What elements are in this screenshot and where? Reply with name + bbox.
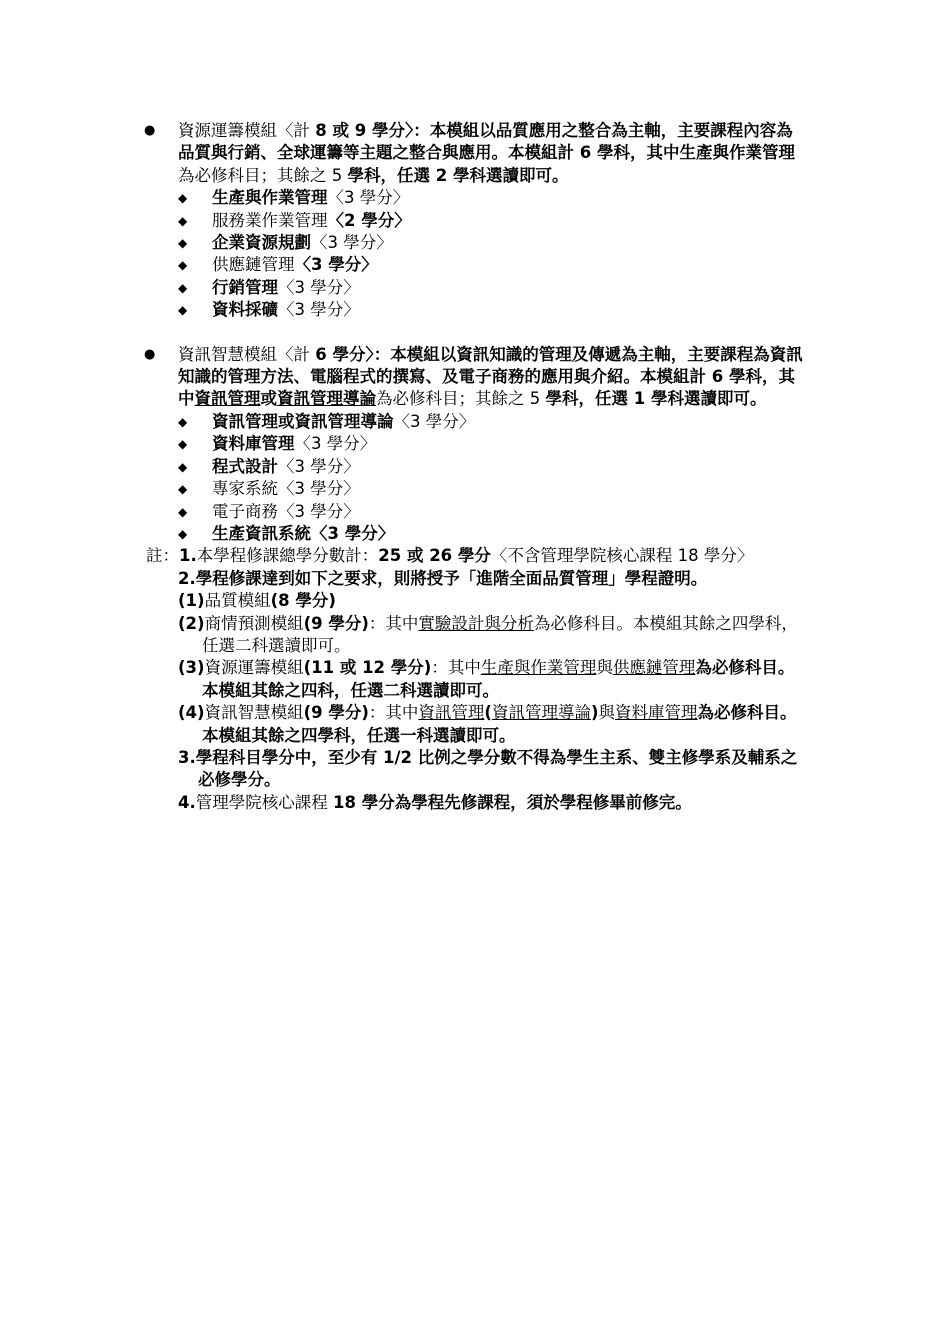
item-number: (4) — [178, 703, 205, 723]
course-item — [178, 232, 806, 254]
intro-text: 〉：本模組以品質應用之整合為主軸，主要課程內容為品質與行銷、全球運籌等主題之整合與應用。本模組計 6 — [178, 121, 793, 163]
course-item — [178, 277, 806, 299]
required-course: 生產與作業管理 — [679, 143, 795, 163]
module-credits: (8 學分) — [270, 591, 336, 611]
course-credit: 〈3 學分〉 — [278, 456, 360, 476]
item-number: (1) — [178, 591, 205, 611]
course-credit: 〈3 學分〉 — [311, 233, 393, 253]
course-credit: 〈3 學分〉 — [278, 277, 360, 297]
item-text: 為必修科目。本模組其餘之四科，任選二科選讀即可。 — [202, 658, 795, 700]
course-credit: 〈3 學分〉 — [311, 523, 395, 543]
module-information-intelligence — [146, 344, 806, 546]
module-name: 品質模組 — [204, 591, 271, 611]
note-2-item-3 — [146, 657, 806, 702]
intro-text: 為必修科目；其餘之 5 — [178, 165, 348, 185]
course-credit: 〈3 學分〉 — [393, 411, 476, 431]
module-credits: (11 或 12 學分) — [303, 658, 432, 678]
course-name: 程式設計 — [212, 456, 278, 476]
diamond-bullet-icon: ◆ — [178, 459, 188, 474]
module-credits: (9 學分) — [303, 703, 369, 723]
required-course: 實驗設計與分析 — [418, 613, 534, 633]
course-credit: 〈3 學分〉 — [327, 188, 410, 208]
item-number: (2) — [178, 613, 205, 633]
diamond-bullet-icon: ◆ — [178, 258, 188, 273]
course-item — [178, 254, 806, 276]
intro-text: 學科，其中 — [178, 367, 795, 409]
module-resource-logistics — [146, 120, 806, 322]
note-text: 本學程修課總學分數計： — [196, 546, 379, 566]
module-name: 資源運籌模組 — [204, 658, 304, 678]
intro-text: 為必修科目；其餘之 5 — [376, 389, 546, 409]
intro-credits: 6 學分 — [315, 344, 366, 364]
note-text: 18 學分為學程先修課程，須於學程修畢前修完。 — [333, 792, 692, 812]
item-text: 為必修科目。本模組其餘之四學科，任選二科選讀即可。 — [202, 613, 798, 655]
item-text: ：其中 — [368, 703, 419, 723]
item-text: 為必修科目。本模組其餘之四學科，任選一科選讀即可。 — [202, 703, 797, 745]
notes-section — [146, 545, 806, 814]
note-text: 〈不含管理學院核心課程 18 學分〉 — [490, 546, 754, 566]
required-course: 資訊管理 — [194, 389, 261, 409]
bullet-icon: ● — [144, 346, 156, 362]
course-name: 供應鏈管理 — [212, 255, 295, 275]
course-name: 資訊管理或資訊管理導論 — [212, 411, 394, 431]
course-name: 企業資源規劃 — [212, 233, 311, 253]
required-course: 供應鏈管理 — [612, 658, 696, 678]
bullet-icon: ● — [144, 123, 156, 138]
note-2-item-4 — [146, 702, 806, 747]
course-name: 資料庫管理 — [212, 434, 295, 454]
course-list — [178, 411, 806, 545]
note-2-item-1 — [146, 590, 806, 612]
course-name: 生產資訊系統 — [212, 523, 311, 543]
note-1 — [146, 545, 806, 567]
course-item — [178, 411, 806, 433]
note-3: 3.學程科目學分中，至少有 1/2 比例之學分數不得為學生主系、雙主修學系及輔系之必修學分。 — [178, 747, 798, 790]
course-item — [178, 478, 806, 500]
note-number: 4. — [178, 792, 196, 812]
diamond-bullet-icon: ◆ — [178, 191, 188, 206]
item-text: 與 — [596, 658, 613, 678]
item-text: ) — [590, 703, 599, 723]
intro-text: 學科，任選 2 學科選讀即可。 — [347, 165, 569, 185]
diamond-bullet-icon: ◆ — [178, 303, 188, 318]
module-name: 商情預測模組 — [204, 613, 304, 633]
required-course: 資訊管理 — [418, 703, 485, 723]
course-name: 生產與作業管理 — [212, 188, 328, 208]
item-text: ：其中 — [368, 613, 419, 633]
note-2: 2.學程修課達到如下之要求，則將授予「進階全面品質管理」學程證明。 — [178, 568, 708, 588]
course-item — [178, 456, 806, 478]
intro-text: 〉：本模組以資訊知識的管理及傳遞為主軸，主要課程為資訊知識的管理方法、電腦程式的撰寫、及電子商務的應用與介紹。本模組計 6 — [178, 344, 803, 387]
course-name: 電子商務 — [212, 501, 278, 521]
diamond-bullet-icon: ◆ — [178, 526, 188, 541]
course-item — [178, 210, 806, 232]
diamond-bullet-icon: ◆ — [178, 414, 188, 429]
item-text: 與 — [598, 703, 615, 723]
course-name: 資料採礦 — [212, 300, 278, 320]
course-item — [178, 523, 806, 545]
item-text: ：其中 — [431, 658, 481, 678]
intro-text: 資源運籌模組〈計 — [178, 121, 316, 140]
course-name: 行銷管理 — [212, 277, 278, 297]
course-credit: 〈3 學分〉 — [294, 434, 377, 454]
module-name: 資訊智慧模組 — [204, 703, 304, 723]
intro-text: 或 — [260, 389, 277, 409]
note-2-item-2 — [146, 613, 806, 658]
diamond-bullet-icon: ◆ — [178, 482, 188, 497]
diamond-bullet-icon: ◆ — [178, 213, 188, 228]
required-course: 資料庫管理 — [614, 703, 698, 723]
course-item — [178, 433, 806, 455]
module-intro — [178, 120, 806, 187]
course-name: 專家系統 — [212, 479, 278, 499]
course-item — [178, 299, 806, 321]
required-course: 生產與作業管理 — [480, 658, 597, 678]
document-body — [146, 120, 806, 814]
diamond-bullet-icon: ◆ — [178, 236, 188, 251]
diamond-bullet-icon: ◆ — [178, 280, 188, 295]
course-name: 服務業作業管理 — [212, 210, 328, 230]
diamond-bullet-icon: ◆ — [178, 437, 188, 452]
intro-text: 學科，其中 — [596, 143, 680, 163]
module-intro — [178, 344, 806, 411]
item-number: (3) — [178, 658, 205, 678]
total-credits: 25 或 26 學分 — [378, 546, 491, 566]
course-credit: 〈3 學分〉 — [278, 479, 360, 499]
item-text: ( — [484, 703, 492, 723]
course-list — [178, 187, 806, 321]
course-item — [178, 501, 806, 523]
module-credits: (9 學分) — [303, 613, 369, 633]
note-label: 註： — [146, 546, 179, 566]
course-credit: 〈3 學分〉 — [278, 501, 360, 521]
required-course: 資訊管理導論 — [491, 703, 591, 723]
required-course: 資訊管理導論 — [277, 389, 376, 409]
intro-text: 學科，任選 1 學科選讀即可。 — [545, 389, 767, 409]
intro-text: 資訊智慧模組〈計 — [178, 344, 316, 364]
diamond-bullet-icon: ◆ — [178, 504, 188, 519]
course-credit: 〈2 學分〉 — [327, 210, 411, 230]
intro-credits: 8 或 9 學分 — [315, 121, 405, 140]
note-4 — [146, 792, 806, 814]
course-credit: 〈3 學分〉 — [294, 255, 378, 275]
course-credit: 〈3 學分〉 — [278, 300, 360, 320]
note-text: 管理學院核心課程 — [195, 792, 333, 812]
course-item — [178, 187, 806, 209]
note-number: 1. — [179, 546, 197, 566]
